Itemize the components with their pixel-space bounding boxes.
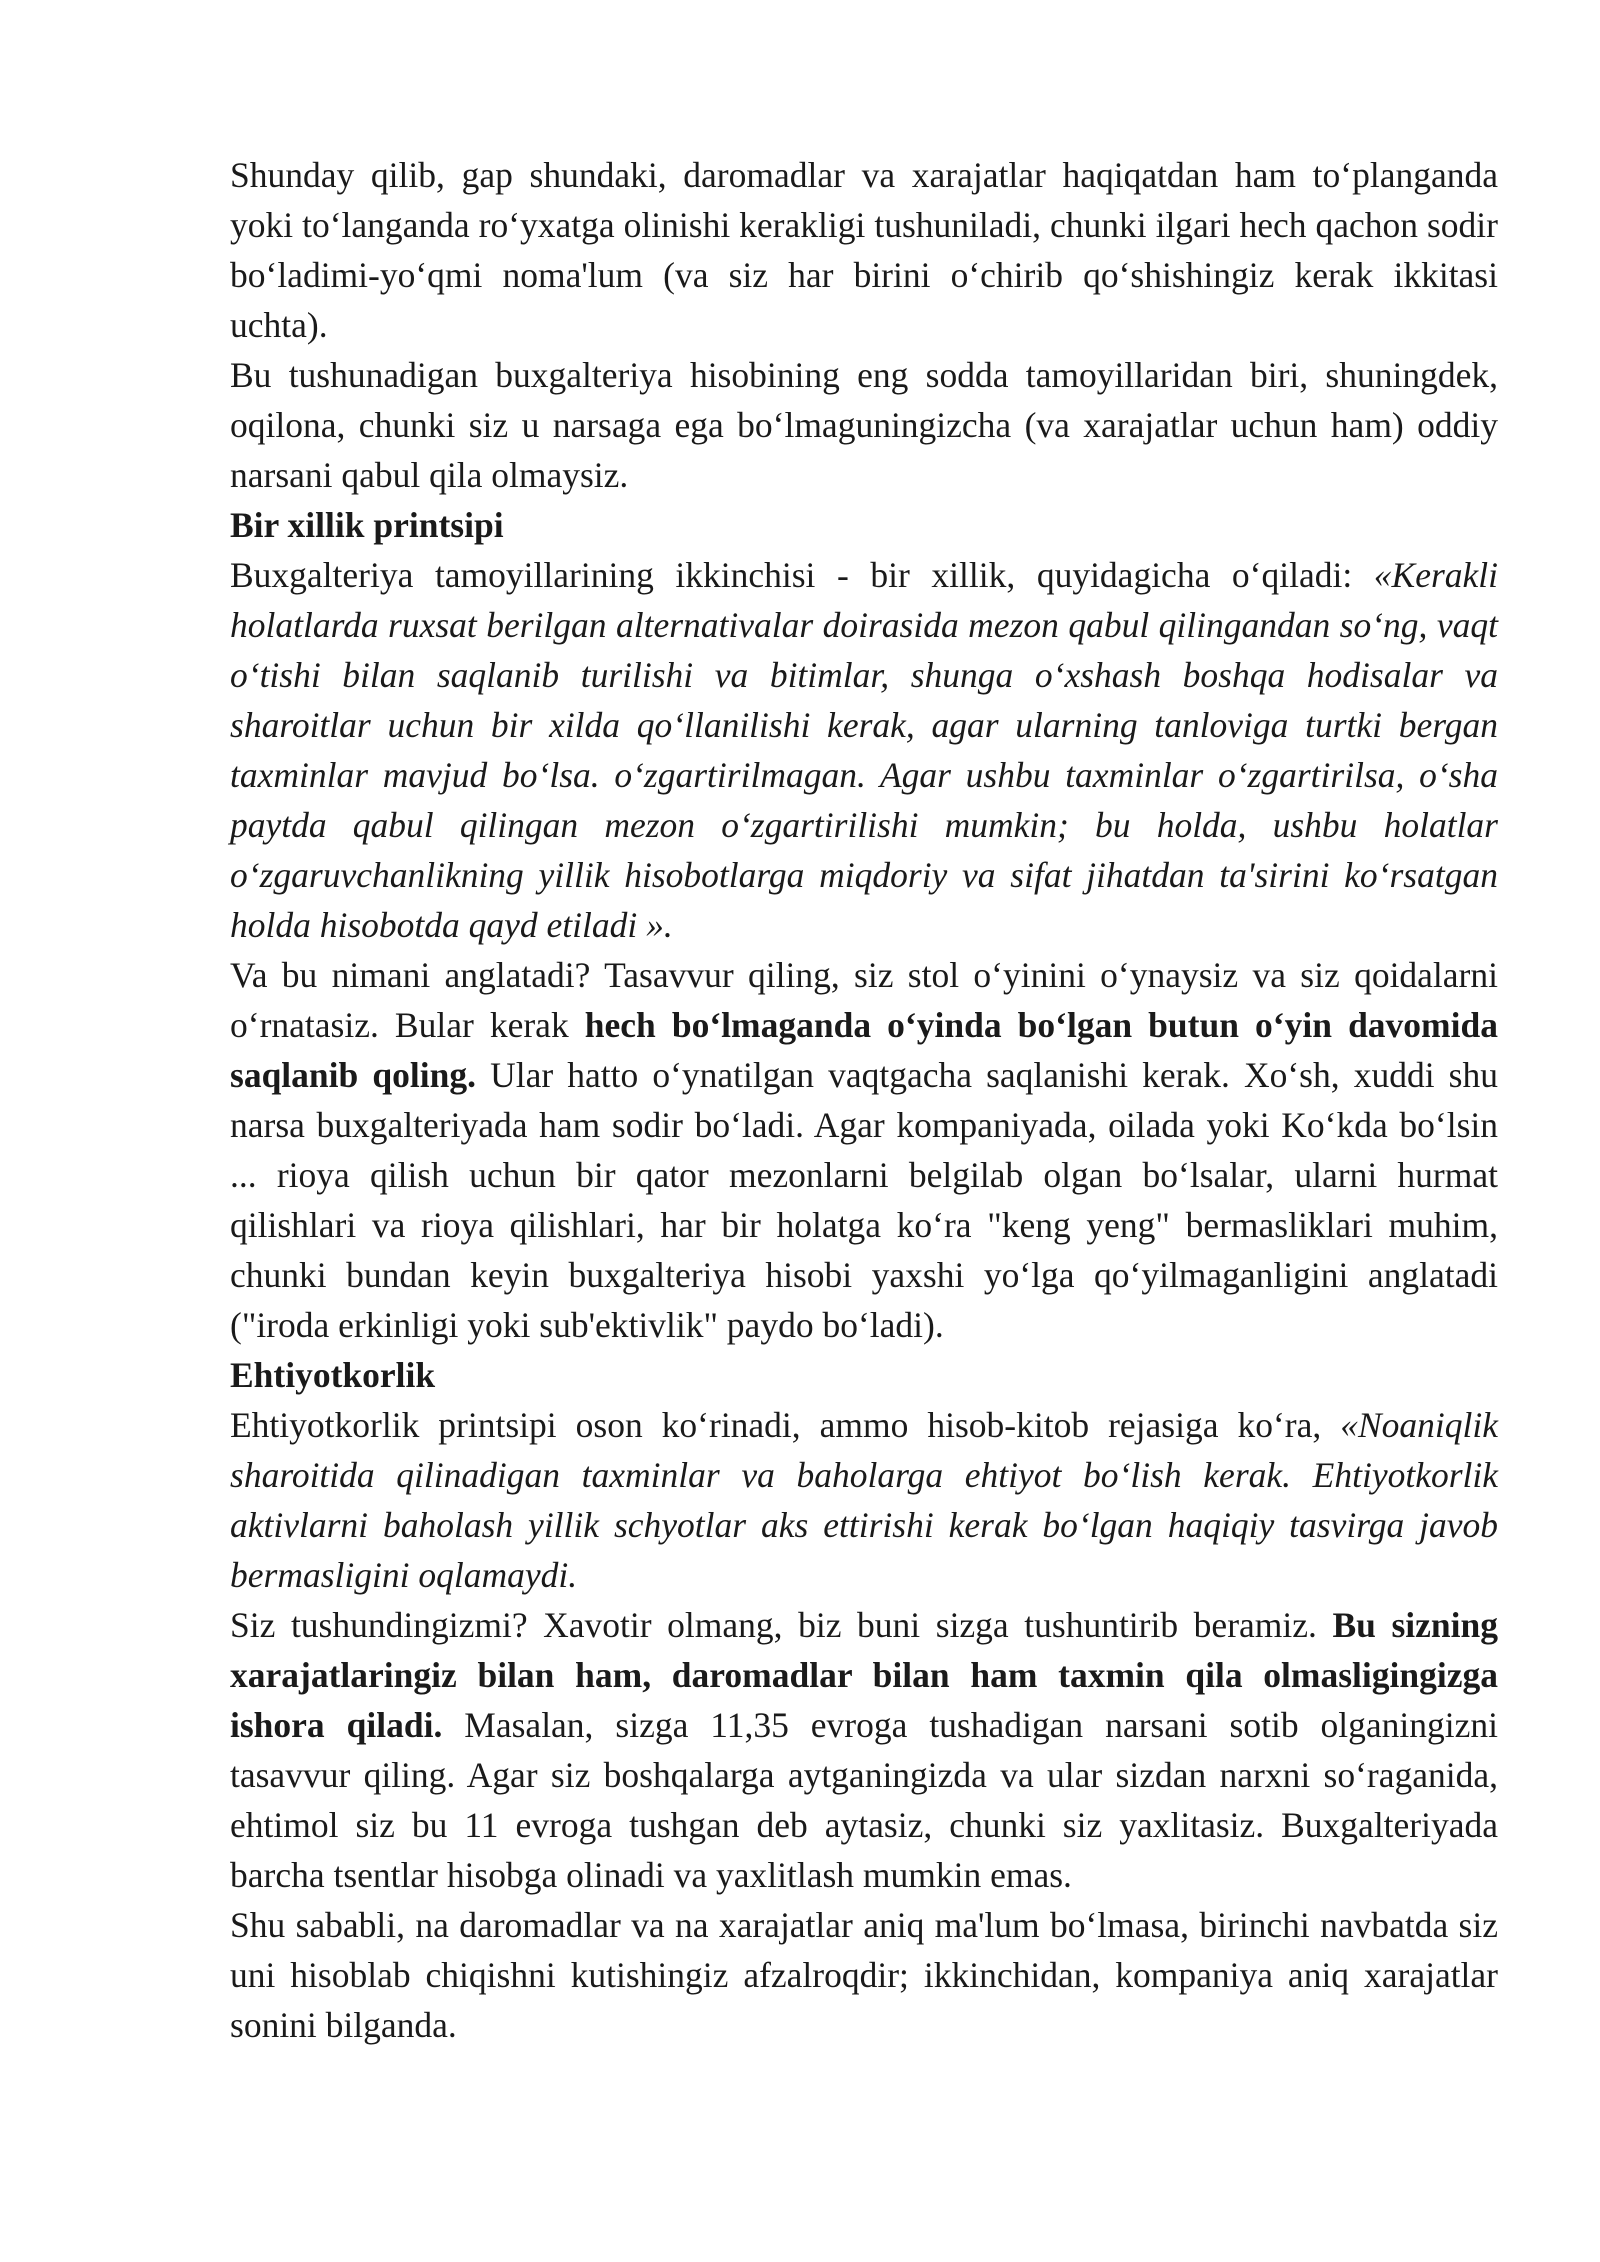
paragraph-consistency-definition: [230, 550, 1498, 950]
paragraph-prudence-definition: [230, 1400, 1498, 1600]
consistency-intro: Buxgalteriya tamoyillarining ikkinchisi - bir xillik, quyidagicha o‘qiladi:: [230, 555, 1374, 595]
consistency-quote: «Kerakli holatlarda ruxsat berilgan alternativalar doirasida mezon qabul qilingandan so‘ng, vaqt o‘tishi bilan saqlanib turilishi va bitimlar, shunga o‘xshash boshqa hodisalar va sharoitlar uchun bir xilda qo‘llanilishi kerak, agar ularning tanloviga turtki bergan taxminlar mavjud bo‘lsa. o‘zgartirilmagan. Agar ushbu taxminlar o‘zgartirilsa, o‘sha paytda qabul qilingan mezon o‘zgartirilishi mumkin; bu holda, ushbu holatlar o‘zgaruvchanlikning yillik hisobotlarga miqdoriy va sifat jihatdan ta'sirini ko‘rsatgan holda hisobotda qayd etiladi ».: [230, 555, 1498, 945]
paragraph-accrual-principle: Bu tushunadigan buxgalteriya hisobining eng sodda tamoyillaridan biri, shuningdek, oqilona, chunki siz u narsaga ega bo‘lmaguningizcha (va xarajatlar uchun ham) oddiy narsani qabul qila olmaysiz.: [230, 355, 1498, 495]
paragraph-conclusion: Shu sababli, na daromadlar va na xarajatlar aniq ma'lum bo‘lmasa, birinchi navbatda siz uni hisoblab chiqishni kutishingiz afzalroqdir; ikkinchidan, kompaniya aniq xarajatlar sonini bilganda.: [230, 1905, 1498, 2045]
prudence-example-start: Siz tushundingizmi? Xavotir olmang, biz buni sizga tushuntirib beramiz.: [230, 1605, 1333, 1645]
paragraph-consistency-example: [230, 950, 1498, 1350]
consistency-example-rest: Ular hatto o‘ynatilgan vaqtgacha saqlanishi kerak. Xo‘sh, xuddi shu narsa buxgalteriyada ham sodir bo‘ladi. Agar kompaniyada, oilada yoki Ko‘kda bo‘lsin ... rioya qilish uchun bir qator mezonlarni belgilab olgan bo‘lsalar, ularni hurmat qilishlari va rioya qilishlari, har bir holatga ko‘ra "keng yeng" bermasliklari muhim, chunki bundan keyin buxgalteriya hisobi yaxshi yo‘lga qo‘yilmaganligini anglatadi ("iroda erkinligi yoki sub'ektivlik" paydo bo‘ladi).: [230, 1055, 1498, 1345]
heading-prudence: Ehtiyotkorlik: [230, 1355, 436, 1395]
consistency-example-start: Va bu nimani anglatadi? Tasavvur qiling, siz stol o‘yinini o‘ynaysiz va siz qoidalarni o‘rnatasiz. Bular kerak: [230, 955, 1498, 1045]
prudence-example-rest: Masalan, sizga 11,35 evroga tushadigan narsani sotib olganingizni tasavvur qiling. Agar siz boshqalarga aytganingizda va ular sizdan narxni so‘raganida, ehtimol siz bu 11 evroga tushgan deb aytasiz, chunki siz yaxlitasiz. Buxgalteriyada barcha tsentlar hisobga olinadi va yaxlitlash mumkin emas.: [230, 1705, 1499, 1895]
prudence-example-emphasis: Bu sizning xarajatlaringiz bilan ham, daromadlar bilan ham taxmin qila olmasligingizga ishora qiladi.: [230, 1605, 1498, 1745]
prudence-intro: Ehtiyotkorlik printsipi oson ko‘rinadi, ammo hisob-kitob rejasiga ko‘ra,: [230, 1405, 1341, 1445]
paragraph-prudence-example: [230, 1600, 1498, 1900]
prudence-quote: «Noaniqlik sharoitida qilinadigan taxminlar va baholarga ehtiyot bo‘lish kerak. Ehtiyotkorlik aktivlarni baholash yillik schyotlar aks ettirishi kerak bo‘lgan haqiqiy tasvirga javob bermasligini oqlamaydi.: [230, 1405, 1498, 1595]
paragraph-accrual-explanation: Shunday qilib, gap shundaki, daromadlar va xarajatlar haqiqatdan ham to‘planganda yoki to‘langanda ro‘yxatga olinishi kerakligi tushuniladi, chunki ilgari hech qachon sodir bo‘ladimi-yo‘qmi noma'lum (va siz har birini o‘chirib qo‘shishingiz kerak ikkitasi uchta).: [230, 155, 1498, 345]
document-page: [230, 150, 1498, 2050]
heading-consistency-principle: Bir xillik printsipi: [230, 505, 504, 545]
consistency-example-emphasis: hech bo‘lmaganda o‘yinda bo‘lgan butun o‘yin davomida saqlanib qoling.: [230, 1005, 1498, 1095]
